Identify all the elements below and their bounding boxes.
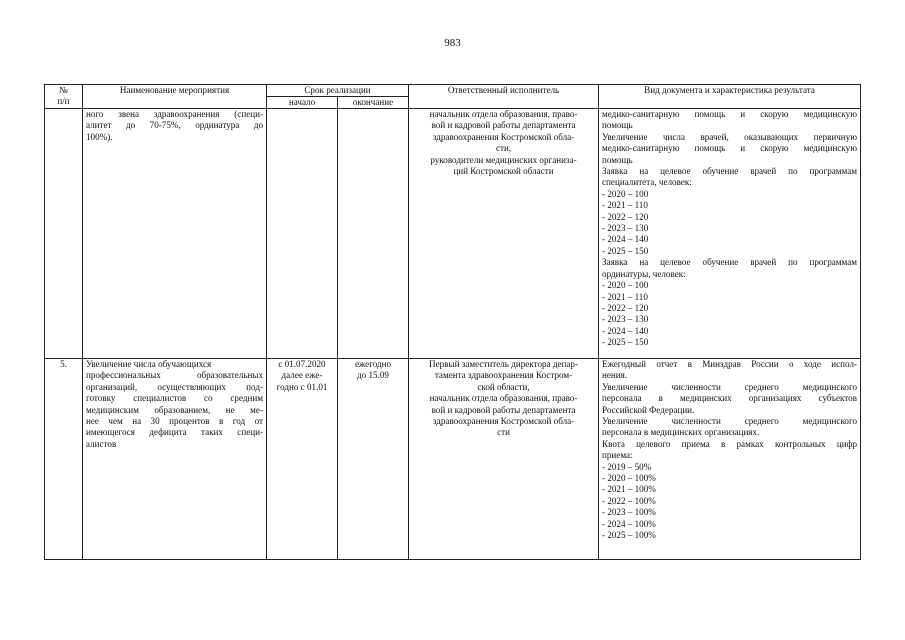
cell-line: - 2021 – 110	[602, 200, 648, 211]
header-start: начало	[267, 97, 338, 109]
cell-line: 100%).	[86, 131, 113, 142]
table-header	[45, 85, 861, 109]
cell-line: ской области,	[477, 381, 530, 392]
cell-line: сти	[497, 427, 510, 438]
table-row	[45, 109, 861, 359]
cell-executor	[409, 109, 599, 359]
cell-result	[599, 109, 861, 359]
cell-line: - 2024 – 100%	[602, 518, 656, 529]
cell-line: далее еже-	[281, 370, 323, 381]
header-term: Срок реализации	[267, 85, 409, 97]
cell-line: готовку специалистов со средним	[86, 393, 263, 404]
cell-end	[338, 359, 409, 560]
cell-line: - 2020 – 100%	[602, 473, 656, 484]
cell-line: алитет до 70-75%, ординатура до	[86, 120, 263, 131]
cell-line: ординатуры, человек:	[602, 268, 686, 279]
cell-line: - 2023 – 130	[602, 314, 649, 325]
cell-line: годно с 01.01	[276, 381, 328, 392]
cell-line: ного звена здравоохранения (специ-	[86, 109, 263, 119]
cell-name	[83, 109, 267, 359]
cell-line: - 2025 – 150	[602, 337, 649, 348]
cell-line: нее чем на 30 процентов в год от	[86, 416, 263, 427]
cell-line: специалитета, человек:	[602, 177, 692, 188]
cell-line: вой и кадровой работы департамента	[431, 120, 576, 131]
cell-line: алистов	[86, 438, 117, 449]
header-end: окончание	[338, 97, 409, 109]
cell-line: Увеличение числа врачей, оказывающих первичную	[602, 131, 858, 142]
cell-start	[267, 359, 338, 560]
cell-line: с 01.07.2020	[278, 359, 326, 369]
cell-line: начальник отдела образования, право-	[429, 393, 578, 404]
cell-result	[599, 359, 861, 560]
cell-line: - 2021 – 110	[602, 291, 648, 302]
cell-line: персонала в медицинских организациях субъектов	[602, 393, 858, 404]
cell-line: Первый заместитель директора депар-	[429, 359, 578, 369]
cell-line: - 2025 – 100%	[602, 530, 656, 541]
cell-line: организаций, осуществляющих под-	[86, 381, 263, 392]
cell-line: - 2022 – 100%	[602, 495, 656, 506]
cell-line: здравоохранения Костромской обла-	[432, 416, 575, 427]
cell-line: медико-санитарную помощь и скорую медицинскую	[602, 109, 858, 119]
cell-line: - 2023 – 100%	[602, 507, 656, 518]
cell-line: Заявка на целевое обучение врачей по программам	[602, 257, 858, 268]
cell-line: вой и кадровой работы департамента	[431, 404, 576, 415]
cell-line: нения.	[602, 370, 628, 381]
table-row	[45, 359, 861, 560]
cell-line: Увеличение численности среднего медицинского	[602, 416, 858, 427]
cell-line: - 2021 – 100%	[602, 484, 656, 495]
cell-line: медицинским образованием, не ме-	[86, 404, 263, 415]
cell-num	[45, 109, 83, 359]
cell-line: - 2022 – 120	[602, 302, 649, 313]
cell-end	[338, 109, 409, 359]
cell-line: тамента здравоохранения Костром-	[434, 370, 573, 381]
header-result: Вид документа и характеристика результата	[599, 85, 861, 109]
cell-line: - 2019 – 50%	[602, 461, 652, 472]
cell-line: ций Костромской области	[453, 166, 554, 177]
page-number: 983	[444, 37, 461, 49]
header-num-bottom: п/п	[57, 96, 70, 106]
header-executor: Ответственный исполнитель	[409, 85, 599, 109]
cell-line: Российской Федерации.	[602, 404, 695, 415]
header-num	[45, 85, 83, 109]
cell-name	[83, 359, 267, 560]
cell-line: - 2023 – 130	[602, 223, 649, 234]
program-table	[44, 84, 861, 560]
cell-line: Увеличение числа обучающихся	[86, 359, 212, 369]
cell-line: - 2024 – 140	[602, 234, 649, 245]
cell-line: персонала в медицинских организациях.	[602, 427, 760, 438]
cell-line: - 2020 – 100	[602, 280, 649, 291]
cell-line: Заявка на целевое обучение врачей по программам	[602, 166, 858, 177]
cell-line: начальник отдела образования, право-	[429, 109, 578, 119]
cell-line: - 2022 – 120	[602, 211, 649, 222]
cell-line: приема:	[602, 450, 633, 461]
cell-line: Ежегодный отчет в Минздрав России о ходе испол-	[602, 359, 858, 369]
cell-line: имеющегося дефицита таких специ-	[86, 427, 263, 438]
cell-num	[45, 359, 83, 560]
cell-line: сти,	[495, 143, 512, 154]
header-num-top: №	[59, 85, 68, 95]
cell-line: медико-санитарную помощь и скорую медицинскую	[602, 143, 858, 154]
cell-line: - 2020 – 100	[602, 188, 649, 199]
row-number: 5.	[60, 359, 67, 369]
cell-executor	[409, 359, 599, 560]
cell-line: - 2024 – 140	[602, 325, 649, 336]
cell-line: Увеличение численности среднего медицинского	[602, 381, 858, 392]
cell-start	[267, 109, 338, 359]
cell-line: помощь	[602, 120, 633, 131]
header-name: Наименование мероприятия	[83, 85, 267, 109]
cell-line: - 2025 – 150	[602, 245, 649, 256]
cell-line: здравоохранения Костромской обла-	[432, 131, 575, 142]
cell-line: Квота целевого приема в рамках контрольных цифр	[602, 438, 858, 449]
cell-line: помощь	[602, 154, 633, 165]
cell-line: профессиональных образовательных	[86, 370, 263, 381]
cell-line: руководители медицинских организа-	[430, 154, 577, 165]
table-body	[45, 109, 861, 560]
cell-line: до 15.09	[357, 370, 389, 381]
cell-line: ежегодно	[354, 359, 392, 369]
